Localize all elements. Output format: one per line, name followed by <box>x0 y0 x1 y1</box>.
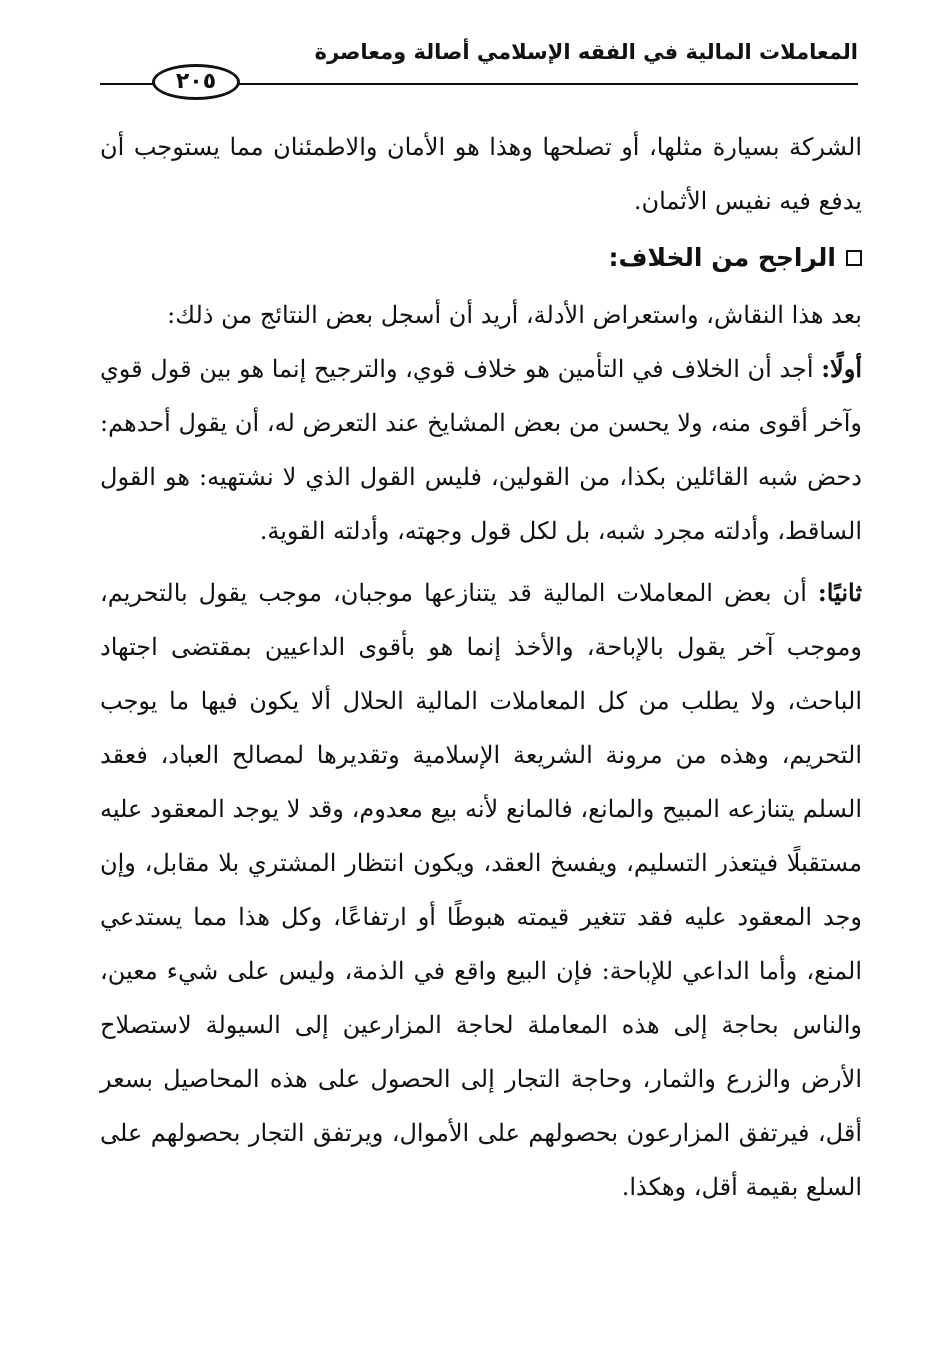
first-lead: أولًا: <box>821 354 862 383</box>
section-heading <box>100 230 862 286</box>
paragraph-after-debate: بعد هذا النقاش، واستعراض الأدلة، أريد أن أسجل بعض النتائج من ذلك: <box>167 301 862 329</box>
paragraph-second <box>100 566 862 1214</box>
header-rule <box>232 83 858 85</box>
running-header-title: المعاملات المالية في الفقه الإسلامي أصالة ومعاصرة <box>314 40 858 64</box>
page-body <box>100 120 862 1214</box>
first-text: أجد أن الخلاف في التأمين هو خلاف قوي، والترجيح إنما هو بين قول قوي وآخر أقوى منه، ولا يحسن من بعض المشايخ عند التعرض له، أن يقول أحدهم: دحض شبه القائلين بكذا، من القولين، فليس القول الذي لا نشتهيه: هو القول الساقط، وأدلته مجرد شبه، بل لكل قول وجهته، وأدلته القوية. <box>100 355 862 545</box>
second-text: أن بعض المعاملات المالية قد يتنازعها موجبان، موجب يقول بالتحريم، وموجب آخر يقول بالإباحة، والأخذ إنما هو بأقوى الداعيين بمقتضى اجتهاد الباحث، ولا يطلب من كل المعاملات المالية الحلال ألا يكون فيها ما يوجب التحريم، وهذه من مرونة الشريعة الإسلامية وتقديرها لمصالح العباد، فعقد السلم يتنازعه المبيح والمانع، فالمانع لأنه بيع معدوم، وقد لا يوجد المعقود عليه مستقبلًا فيتعذر التسليم، ويفسخ العقد، ويكون انتظار المشتري بلا مقابل، وإن وجد المعقود عليه فقد تتغير قيمته هبوطًا أو ارتفاعًا، وكل هذا مما يستدعي المنع، وأما الداعي للإباحة: فإن البيع واقع في الذمة، وليس على شيء معين، والناس بحاجة إلى هذه المعاملة لحاجة المزارعين إلى السيولة لاستصلاح الأرض والزرع والثمار، وحاجة التجار إلى الحصول على هذه المحاصيل بسعر أقل، فيرتفق المزارعون بحصولهم على الأموال، ويرتفق التجار بحصولهم على السلع بقيمة أقل، وهكذا. <box>100 579 863 1201</box>
header-rule-left <box>100 83 154 85</box>
paragraph-first <box>100 342 862 558</box>
checkbox-icon <box>846 250 862 266</box>
page-number: ٢٠٥ <box>152 64 240 100</box>
section-heading-text: الراجح من الخلاف: <box>608 243 836 272</box>
paragraph-intro: الشركة بسيارة مثلها، أو تصلحها وهذا هو الأمان والاطمئنان مما يستوجب أن يدفع فيه نفيس الأثمان. <box>100 133 862 215</box>
second-lead: ثانيًا: <box>817 578 863 607</box>
